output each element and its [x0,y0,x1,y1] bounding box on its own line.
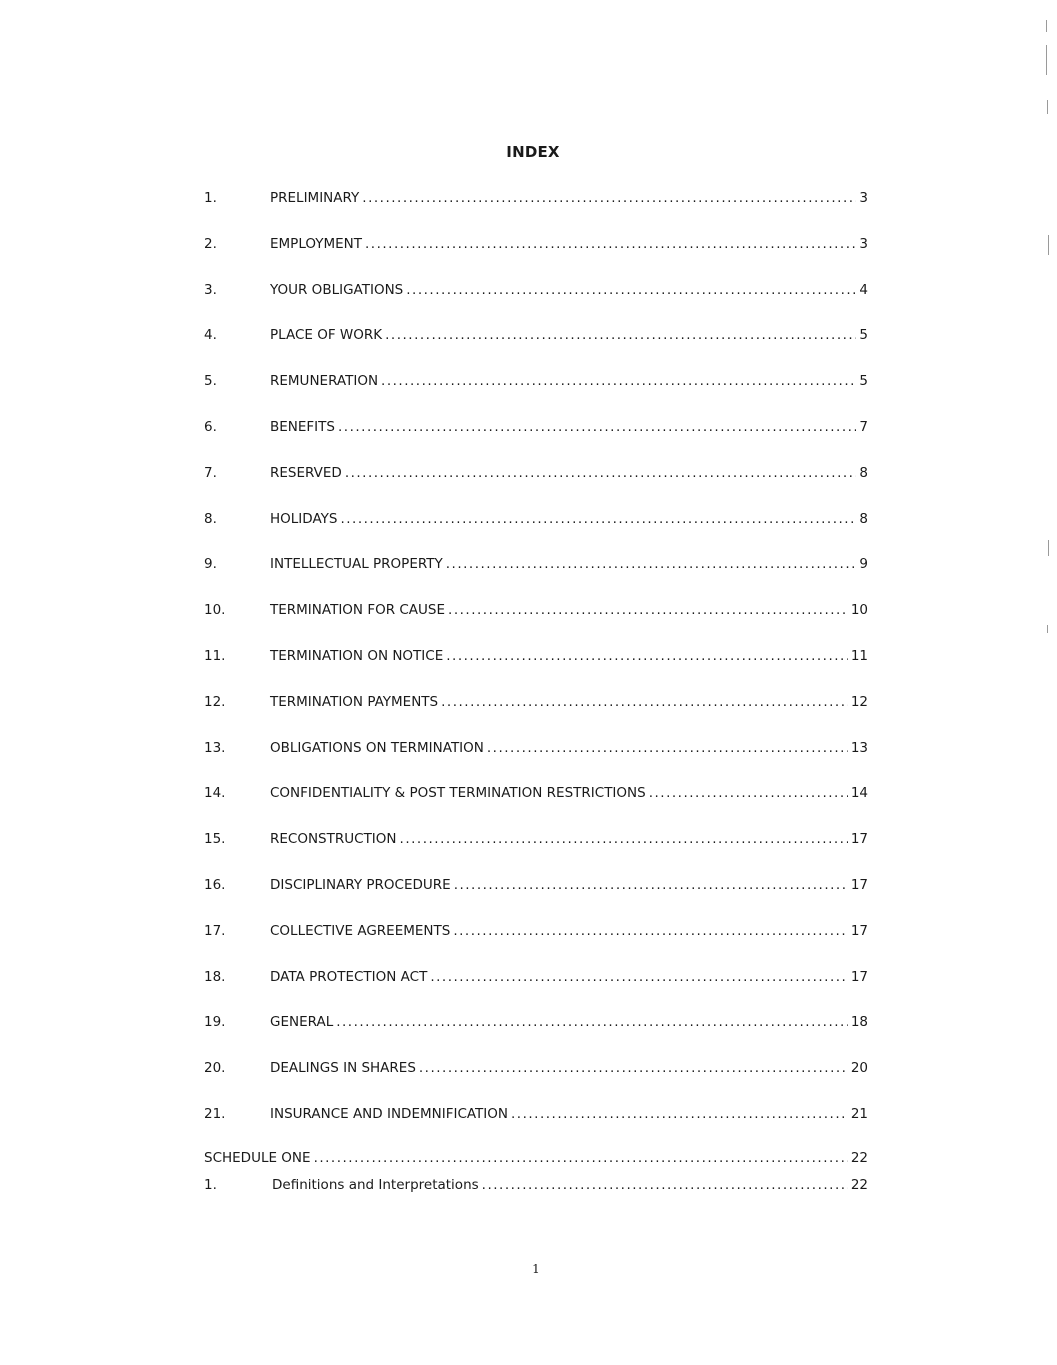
toc-entry [204,1106,868,1126]
toc-dot-leader [487,740,848,756]
toc-entry [204,511,868,531]
toc-entry-number: 19. [204,1014,226,1030]
toc-schedule-entry [204,1177,868,1197]
toc-entry-page: 17 [850,923,868,939]
toc-entry-page: 7 [859,419,868,435]
toc-entry-number: 15. [204,831,226,847]
toc-dot-leader [446,556,857,572]
toc-entry-page: 5 [859,327,868,343]
toc-dot-leader [381,373,856,389]
toc-entry-page: 3 [859,236,868,252]
toc-dot-leader [482,1177,848,1193]
toc-entry-page: 17 [850,969,868,985]
toc-entry [204,236,868,256]
toc-dot-leader [649,785,848,801]
toc-entry-number: 9. [204,556,217,572]
toc-entry-title: REMUNERATION [270,373,379,389]
toc-entry [204,602,868,622]
scan-artifact [1047,625,1048,633]
toc-dot-leader [338,419,856,435]
toc-entry-number: 2. [204,236,217,252]
toc-entry [204,465,868,485]
toc-entry-number: 1. [204,1177,217,1193]
toc-dot-leader [419,1060,848,1076]
toc-entry-title: GENERAL [270,1014,334,1030]
toc-dot-leader [406,282,856,298]
toc-entry-number: 7. [204,465,217,481]
toc-entry-page: 4 [859,282,868,298]
toc-entry-page: 21 [850,1106,868,1122]
toc-entry [204,282,868,302]
toc-entry-number: 17. [204,923,226,939]
toc-entry-page: 14 [850,785,868,801]
toc-entry-page: 5 [859,373,868,389]
toc-entry-title: BENEFITS [270,419,335,435]
toc-entry-number: 18. [204,969,226,985]
toc-entry-title: TERMINATION ON NOTICE [270,648,444,664]
toc-entry-page: 22 [850,1177,868,1193]
toc-dot-leader [430,969,847,985]
toc-dot-leader [448,602,848,618]
toc-entry-title: PRELIMINARY [270,190,360,206]
toc-dot-leader [345,465,857,481]
toc-entry-title: EMPLOYMENT [270,236,363,252]
toc-entry-title: SCHEDULE ONE [204,1150,311,1166]
toc-entry [204,556,868,576]
toc-entry-page: 22 [850,1150,868,1166]
toc-entry-number: 12. [204,694,226,710]
toc-entry-title: INTELLECTUAL PROPERTY [270,556,443,572]
toc-entry-title: RECONSTRUCTION [270,831,397,847]
toc-entry [204,969,868,989]
toc-entry-number: 10. [204,602,226,618]
scan-artifact [1046,45,1047,75]
toc-dot-leader [362,190,856,206]
toc-dot-leader [441,694,848,710]
toc-entry-title: TERMINATION PAYMENTS [270,694,439,710]
toc-entry-page: 8 [859,511,868,527]
page-number: 1 [532,1262,540,1276]
toc-entry-number: 5. [204,373,217,389]
toc-dot-leader [385,327,856,343]
toc-entry [204,923,868,943]
toc-dot-leader [446,648,848,664]
toc-entry-page: 12 [850,694,868,710]
toc-entry-page: 13 [850,740,868,756]
toc-entry-title: DATA PROTECTION ACT [270,969,428,985]
toc-dot-leader [336,1014,848,1030]
toc-entry-number: 6. [204,419,217,435]
toc-entry-number: 20. [204,1060,226,1076]
toc-dot-leader [314,1150,848,1166]
toc-entry-page: 8 [859,465,868,481]
toc-dot-leader [340,511,856,527]
toc-dot-leader [453,923,847,939]
scan-artifact [1048,235,1049,255]
toc-entry-number: 4. [204,327,217,343]
toc-entry-number: 11. [204,648,226,664]
toc-entry-title: RESERVED [270,465,342,481]
toc-dot-leader [454,877,848,893]
toc-entry-page: 17 [850,877,868,893]
toc-entry-title: OBLIGATIONS ON TERMINATION [270,740,484,756]
scan-artifact [1047,100,1048,114]
toc-entry [204,327,868,347]
toc-dot-leader [511,1106,848,1122]
toc-entry-title: INSURANCE AND INDEMNIFICATION [270,1106,509,1122]
toc-entry-page: 11 [850,648,868,664]
toc-entry [204,648,868,668]
toc-entry-number: 21. [204,1106,226,1122]
scan-artifact [1046,20,1047,32]
toc-entry [204,1060,868,1080]
toc-entry-number: 8. [204,511,217,527]
toc-entry [204,785,868,805]
toc-entry [204,877,868,897]
toc-entry-page: 17 [850,831,868,847]
toc-schedule-one [204,1150,868,1170]
toc-entry-title: DEALINGS IN SHARES [270,1060,416,1076]
toc-entry-page: 10 [850,602,868,618]
toc-entry-title: Definitions and Interpretations [272,1177,479,1193]
toc-entry-number: 3. [204,282,217,298]
toc-entry-title: DISCIPLINARY PROCEDURE [270,877,451,893]
toc-entry [204,694,868,714]
page-title: INDEX [506,143,560,161]
toc-entry-title: PLACE OF WORK [270,327,383,343]
toc-entry-title: CONFIDENTIALITY & POST TERMINATION RESTRICTIONS [270,785,646,801]
toc-entry-page: 18 [850,1014,868,1030]
toc-entry-number: 1. [204,190,217,206]
toc-entry-title: TERMINATION FOR CAUSE [270,602,446,618]
toc-dot-leader [400,831,848,847]
toc-entry [204,190,868,210]
toc-entry-title: HOLIDAYS [270,511,338,527]
toc-entry [204,740,868,760]
toc-entry [204,373,868,393]
toc-entry-title: YOUR OBLIGATIONS [270,282,404,298]
toc-entry-number: 14. [204,785,226,801]
toc-entry [204,831,868,851]
toc-entry-page: 9 [859,556,868,572]
toc-entry-number: 16. [204,877,226,893]
toc-entry [204,419,868,439]
toc-entry-page: 3 [859,190,868,206]
toc-entry-number: 13. [204,740,226,756]
toc-entry [204,1014,868,1034]
scan-artifact [1048,540,1049,556]
toc-entry-title: COLLECTIVE AGREEMENTS [270,923,451,939]
toc-entry-page: 20 [850,1060,868,1076]
toc-dot-leader [365,236,856,252]
